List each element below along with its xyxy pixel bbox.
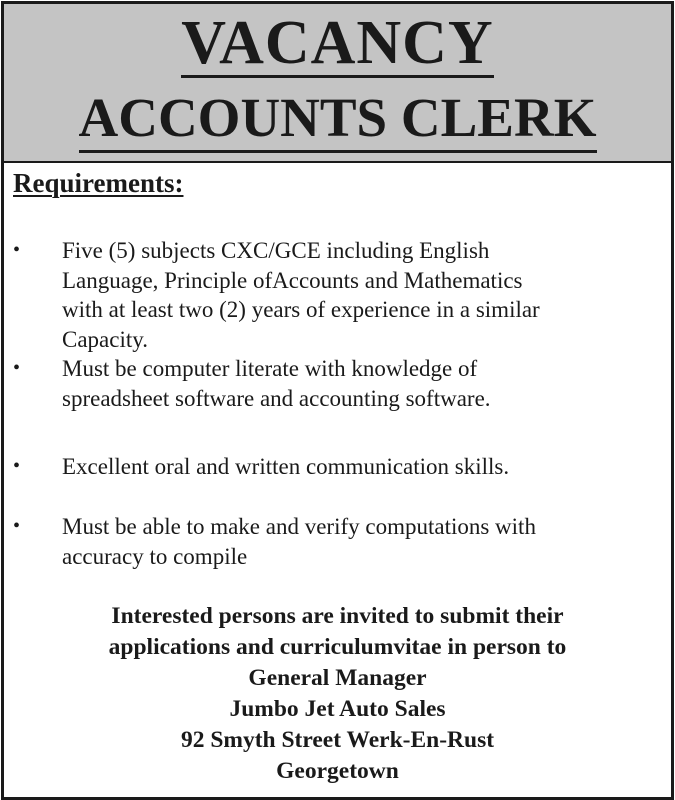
company-name: Jumbo Jet Auto Sales [229,696,446,722]
city: Georgetown [276,758,399,784]
requirement-text: Must be computer literate with knowledge of spreadsheet software and accounting software. [62,356,491,411]
vacancy-advertisement [1,1,674,800]
recipient-title: General Manager [248,665,427,691]
bullet-icon: • [13,357,21,379]
requirements-heading: Requirements: [13,168,184,198]
instructions-line: Interested persons are invited to submit their [111,603,564,629]
application-instructions [4,601,671,787]
bullet-icon: • [13,239,21,261]
bullet-icon: • [13,455,21,477]
instructions-line: applications and curriculumvitae in person to [108,634,567,660]
requirement-text: Five (5) subjects CXC/GCE including English Language, Principle ofAccounts and Mathematics with at least two (2) years of experience in a similar Capacity. [62,238,540,352]
header-banner [4,4,671,163]
requirement-text: Must be able to make and verify computations with accuracy to compile [62,514,536,569]
street-address: 92 Smyth Street Werk-En-Rust [180,727,495,753]
vacancy-title: VACANCY [181,9,494,77]
job-title: ACCOUNTS CLERK [4,86,671,153]
bullet-icon: • [13,515,21,537]
requirement-text: Excellent oral and written communication skills. [62,454,510,479]
